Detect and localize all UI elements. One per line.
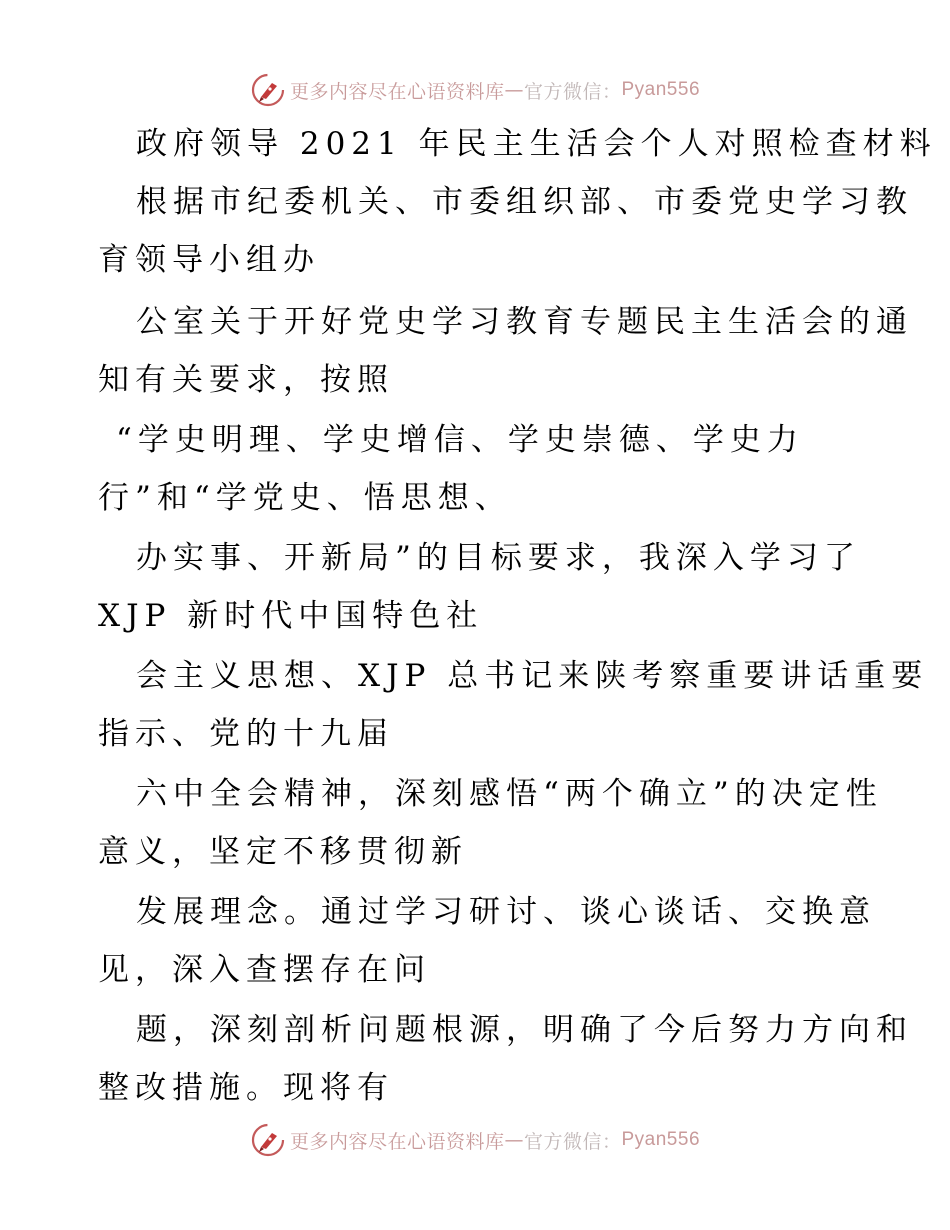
- paragraph-line: 发展理念。通过学习研讨、谈心谈话、交换意: [136, 894, 876, 930]
- paragraph-line: 会主义思想、XJP 总书记来陕考察重要讲话重要: [136, 658, 929, 694]
- paragraph-line: XJP 新时代中国特色社: [98, 598, 484, 634]
- paragraph-line: 根据市纪委机关、市委组织部、市委党史学习教: [136, 184, 913, 220]
- watermark-wechat-handle: Pyan556: [621, 79, 701, 100]
- watermark-wechat-label: 官方微信：: [523, 80, 622, 103]
- paragraph-line: 意义，坚定不移贯彻新: [98, 834, 468, 870]
- paragraph-line: 指示、党的十九届: [98, 716, 394, 752]
- watermark-separator: —: [504, 79, 524, 101]
- watermark-separator: —: [504, 1129, 524, 1151]
- paragraph-line: 办实事、开新局”的目标要求，我深入学习了: [136, 540, 861, 576]
- pen-nib-logo-icon: [250, 1122, 286, 1158]
- header-watermark: [0, 70, 950, 110]
- watermark-site-text: 更多内容尽在心语资料库: [289, 80, 505, 103]
- paragraph-line: 知有关要求，按照: [98, 362, 394, 398]
- paragraph-line: 行”和“学党史、悟思想、: [98, 480, 512, 516]
- watermark-wechat-label: 官方微信：: [523, 1130, 622, 1153]
- paragraph-line: 整改措施。现将有: [98, 1070, 394, 1106]
- paragraph-line: 六中全会精神，深刻感悟“两个确立”的决定性: [136, 776, 883, 812]
- paragraph-line: “学史明理、学史增信、学史崇德、学史力: [116, 422, 804, 458]
- document-title: 政府领导 2021 年民主生活会个人对照检查材料: [136, 126, 937, 162]
- pen-nib-logo-icon: [250, 72, 286, 108]
- paragraph-line: 育领导小组办: [98, 242, 320, 278]
- watermark-site-text: 更多内容尽在心语资料库: [289, 1130, 505, 1153]
- paragraph-line: 公室关于开好党史学习教育专题民主生活会的通: [136, 304, 913, 340]
- watermark-wechat-handle: Pyan556: [621, 1129, 701, 1150]
- paragraph-line: 题，深刻剖析问题根源，明确了今后努力方向和: [136, 1012, 913, 1048]
- footer-watermark: [0, 1120, 950, 1160]
- paragraph-line: 见，深入查摆存在问: [98, 952, 431, 988]
